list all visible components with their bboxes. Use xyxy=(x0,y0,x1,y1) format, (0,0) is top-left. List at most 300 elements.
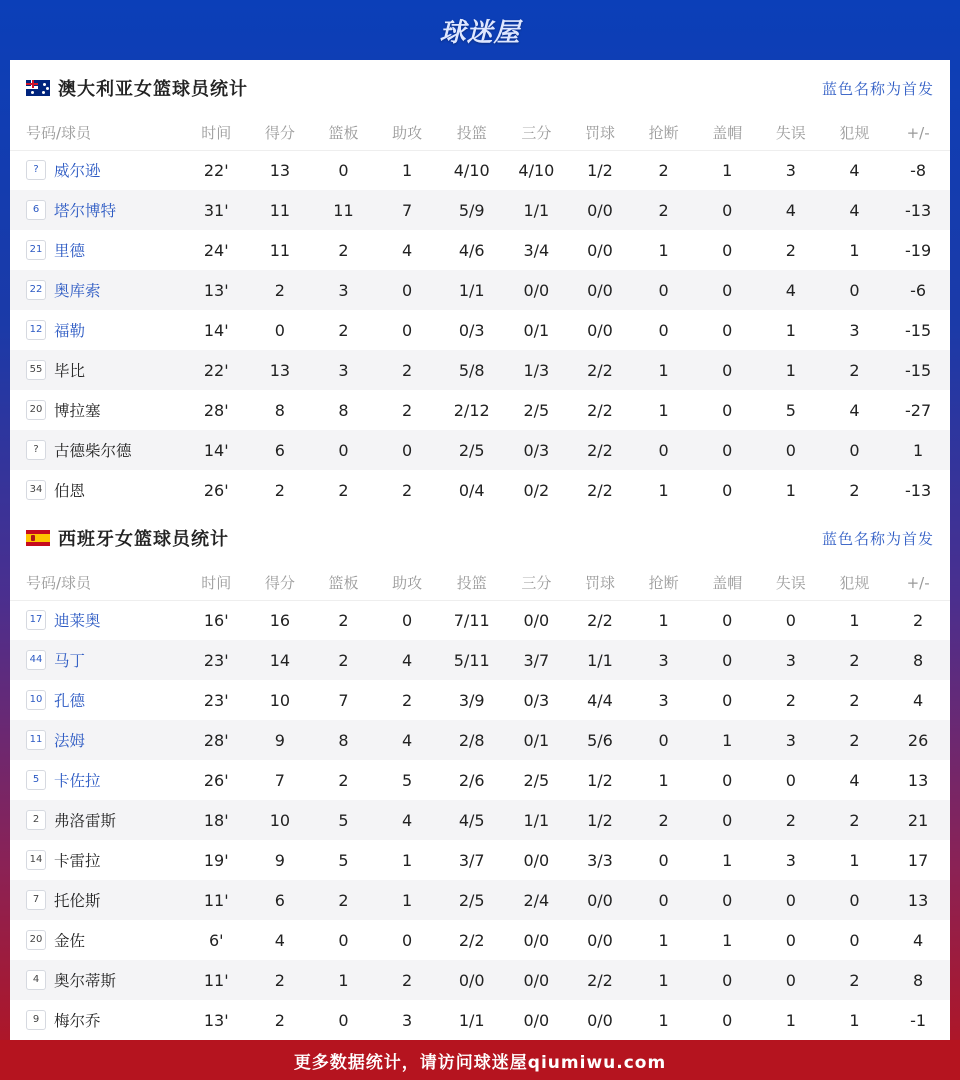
stat-cell: 1 xyxy=(632,230,696,270)
player-name: 卡雷拉 xyxy=(54,852,101,870)
player-name[interactable]: 卡佐拉 xyxy=(54,772,101,790)
table-row xyxy=(10,800,950,840)
stat-cell: 4 xyxy=(886,680,950,720)
stat-cell: 4 xyxy=(823,760,887,800)
stat-cell: 0 xyxy=(312,150,376,190)
player-cell xyxy=(10,920,184,960)
stat-cell: 4 xyxy=(886,920,950,960)
table-row xyxy=(10,1000,950,1040)
stat-cell: 7 xyxy=(248,760,312,800)
jersey-number: 44 xyxy=(26,650,46,670)
stat-cell: 0/0 xyxy=(505,960,569,1000)
jersey-number: 10 xyxy=(26,690,46,710)
player-cell xyxy=(10,880,184,920)
stat-cell: 11 xyxy=(248,190,312,230)
stat-cell: 0 xyxy=(375,920,439,960)
stat-cell: 2/12 xyxy=(439,390,505,430)
stat-cell: 3 xyxy=(312,350,376,390)
stat-cell: 0/3 xyxy=(439,310,505,350)
table-row xyxy=(10,640,950,680)
stat-cell: 2 xyxy=(823,680,887,720)
column-header: 篮板 xyxy=(328,124,359,143)
stat-cell: 5 xyxy=(375,760,439,800)
stat-cell: 4 xyxy=(759,270,823,310)
stat-cell: 0 xyxy=(695,760,759,800)
stat-cell: -27 xyxy=(886,390,950,430)
stat-cell: 7 xyxy=(375,190,439,230)
stat-cell: 2/6 xyxy=(439,760,505,800)
stat-cell: 22' xyxy=(184,150,248,190)
stat-cell: 0/0 xyxy=(568,920,632,960)
stat-cell: 0/0 xyxy=(568,190,632,230)
stat-cell: 5/11 xyxy=(439,640,505,680)
stat-cell: 1 xyxy=(632,390,696,430)
stat-cell: 16' xyxy=(184,600,248,640)
stat-cell: 5 xyxy=(312,800,376,840)
stat-cell: 2 xyxy=(375,960,439,1000)
player-name: 博拉塞 xyxy=(54,402,101,420)
stat-cell: -19 xyxy=(886,230,950,270)
stat-cell: 0 xyxy=(632,840,696,880)
stat-cell: 2 xyxy=(375,470,439,510)
stat-cell: 2 xyxy=(312,760,376,800)
stat-cell: 1 xyxy=(632,350,696,390)
stat-cell: 2 xyxy=(759,800,823,840)
stat-cell: 1 xyxy=(312,960,376,1000)
stat-cell: 0/0 xyxy=(568,310,632,350)
stat-cell: 0 xyxy=(823,920,887,960)
stat-cell: 2 xyxy=(632,800,696,840)
stat-cell: 11 xyxy=(248,230,312,270)
stat-cell: 2 xyxy=(312,310,376,350)
stat-cell: 4/4 xyxy=(568,680,632,720)
stat-cell: 0 xyxy=(695,470,759,510)
stat-cell: 7 xyxy=(312,680,376,720)
player-name[interactable]: 马丁 xyxy=(54,652,86,670)
stat-cell: 0/4 xyxy=(439,470,505,510)
stat-cell: 24' xyxy=(184,230,248,270)
header-row xyxy=(10,566,950,600)
stat-cell: 3/4 xyxy=(505,230,569,270)
team-sections xyxy=(10,60,950,1040)
stat-cell: 2/2 xyxy=(568,430,632,470)
section-header xyxy=(10,510,950,566)
stat-cell: 2 xyxy=(248,470,312,510)
jersey-number: 22 xyxy=(26,280,46,300)
stat-cell: 3 xyxy=(375,1000,439,1040)
stat-cell: 1/1 xyxy=(439,270,505,310)
stat-cell: 0/0 xyxy=(505,920,569,960)
column-header: 号码/球员 xyxy=(26,574,92,593)
starter-legend: 蓝色名称为首发 xyxy=(821,529,934,548)
player-name: 伯恩 xyxy=(54,482,86,500)
table-row xyxy=(10,230,950,270)
footer-link-text[interactable]: 更多数据统计，请访问球迷屋qiumiwu.com xyxy=(293,1052,667,1073)
stat-cell: 2/5 xyxy=(439,430,505,470)
player-cell xyxy=(10,600,184,640)
stat-cell: 8 xyxy=(886,960,950,1000)
jersey-number: ? xyxy=(26,440,46,460)
column-header: 号码/球员 xyxy=(26,124,92,143)
stat-cell: 2 xyxy=(248,1000,312,1040)
player-name: 弗洛雷斯 xyxy=(54,812,117,830)
column-header: 篮板 xyxy=(328,574,359,593)
stat-cell: 0 xyxy=(375,310,439,350)
stat-cell: 11 xyxy=(312,190,376,230)
stats-table xyxy=(10,566,950,1040)
player-name: 金佐 xyxy=(54,932,86,950)
stat-cell: 2/2 xyxy=(568,960,632,1000)
player-name: 托伦斯 xyxy=(54,892,101,910)
stat-cell: 3 xyxy=(632,680,696,720)
table-row xyxy=(10,880,950,920)
jersey-number: 20 xyxy=(26,930,46,950)
player-cell xyxy=(10,350,184,390)
stat-cell: 0/0 xyxy=(568,1000,632,1040)
stat-cell: 3 xyxy=(312,270,376,310)
stat-cell: 5/9 xyxy=(439,190,505,230)
brand-logo: 球迷屋 xyxy=(439,17,521,48)
table-row xyxy=(10,390,950,430)
stat-cell: 8 xyxy=(312,390,376,430)
stat-cell: 0 xyxy=(632,720,696,760)
stat-cell: 0 xyxy=(375,430,439,470)
stat-cell: 31' xyxy=(184,190,248,230)
player-name: 毕比 xyxy=(54,362,86,380)
jersey-number: 17 xyxy=(26,610,46,630)
stat-cell: 3 xyxy=(759,640,823,680)
column-header: 抢断 xyxy=(648,574,679,593)
player-name[interactable]: 威尔逊 xyxy=(54,162,101,181)
stat-cell: 4 xyxy=(759,190,823,230)
stat-cell: 13 xyxy=(248,150,312,190)
stat-cell: 1 xyxy=(695,920,759,960)
stat-cell: 0 xyxy=(695,310,759,350)
stat-cell: 0 xyxy=(248,310,312,350)
stat-cell: 2 xyxy=(759,680,823,720)
section-title-wrap xyxy=(26,75,248,101)
stat-cell: 4 xyxy=(375,640,439,680)
player-name: 古德柴尔德 xyxy=(54,442,132,460)
stat-cell: 4 xyxy=(375,720,439,760)
stat-cell: 1/1 xyxy=(505,800,569,840)
stat-cell: 5/8 xyxy=(439,350,505,390)
stat-cell: 0/3 xyxy=(505,430,569,470)
stat-cell: 1 xyxy=(759,470,823,510)
stat-cell: 0 xyxy=(695,190,759,230)
stat-cell: 0/0 xyxy=(505,840,569,880)
stat-cell: 1 xyxy=(375,840,439,880)
jersey-number: 7 xyxy=(26,890,46,910)
stat-cell: -1 xyxy=(886,1000,950,1040)
column-header: 犯规 xyxy=(839,574,870,593)
table-row xyxy=(10,720,950,760)
stat-cell: 1/2 xyxy=(568,800,632,840)
stat-cell: 2 xyxy=(823,720,887,760)
table-row xyxy=(10,150,950,190)
jersey-number: 5 xyxy=(26,770,46,790)
stat-cell: 2/8 xyxy=(439,720,505,760)
stat-cell: -15 xyxy=(886,310,950,350)
stat-cell: 8 xyxy=(886,640,950,680)
stat-cell: 2/2 xyxy=(568,390,632,430)
player-name[interactable]: 法姆 xyxy=(54,732,86,750)
table-row xyxy=(10,310,950,350)
stat-cell: 0/0 xyxy=(568,230,632,270)
stat-cell: 0/1 xyxy=(505,720,569,760)
stat-cell: 0 xyxy=(695,230,759,270)
stat-cell: 13 xyxy=(886,880,950,920)
stat-cell: 2 xyxy=(823,350,887,390)
stat-cell: 23' xyxy=(184,680,248,720)
stat-cell: 1 xyxy=(632,600,696,640)
stat-cell: 2 xyxy=(312,640,376,680)
stat-cell: 3 xyxy=(823,310,887,350)
player-cell xyxy=(10,150,184,190)
stat-cell: 0 xyxy=(759,960,823,1000)
player-name[interactable]: 奥库索 xyxy=(54,282,101,300)
jersey-number: 12 xyxy=(26,320,46,340)
stat-cell: 0 xyxy=(695,1000,759,1040)
team-section xyxy=(10,510,950,1040)
stat-cell: 1/3 xyxy=(505,350,569,390)
jersey-number: 34 xyxy=(26,480,46,500)
stat-cell: 0 xyxy=(375,270,439,310)
jersey-number: 21 xyxy=(26,240,46,260)
jersey-number: 14 xyxy=(26,850,46,870)
stat-cell: 4 xyxy=(375,230,439,270)
stat-cell: 3 xyxy=(759,840,823,880)
column-header: 三分 xyxy=(521,124,552,143)
stat-cell: 2 xyxy=(312,600,376,640)
stat-cell: 0/2 xyxy=(505,470,569,510)
column-header: 时间 xyxy=(201,574,232,593)
stat-cell: -6 xyxy=(886,270,950,310)
stat-cell: 4 xyxy=(823,150,887,190)
stat-cell: 1/1 xyxy=(439,1000,505,1040)
stat-cell: 2 xyxy=(632,150,696,190)
stat-cell: 4/10 xyxy=(505,150,569,190)
player-cell xyxy=(10,190,184,230)
column-header: 助攻 xyxy=(392,574,423,593)
stat-cell: 4 xyxy=(823,390,887,430)
table-row xyxy=(10,470,950,510)
starter-legend: 蓝色名称为首发 xyxy=(821,79,934,98)
stat-cell: 19' xyxy=(184,840,248,880)
stat-cell: 4 xyxy=(823,190,887,230)
stat-cell: 11' xyxy=(184,880,248,920)
player-cell xyxy=(10,390,184,430)
brand-header xyxy=(0,0,960,60)
player-cell xyxy=(10,720,184,760)
player-cell xyxy=(10,310,184,350)
stat-cell: 3/7 xyxy=(439,840,505,880)
stat-cell: 1/1 xyxy=(505,190,569,230)
stat-cell: 1 xyxy=(886,430,950,470)
stat-cell: 14' xyxy=(184,430,248,470)
stat-cell: 1 xyxy=(759,310,823,350)
stat-cell: -13 xyxy=(886,470,950,510)
jersey-number: 4 xyxy=(26,970,46,990)
stat-cell: 1 xyxy=(695,150,759,190)
stat-cell: 0 xyxy=(759,880,823,920)
stat-cell: 0 xyxy=(632,880,696,920)
player-name[interactable]: 孔德 xyxy=(54,692,86,710)
stat-cell: 14 xyxy=(248,640,312,680)
stat-cell: 17 xyxy=(886,840,950,880)
column-header: 盖帽 xyxy=(712,124,743,143)
player-cell xyxy=(10,230,184,270)
stat-cell: 0 xyxy=(312,1000,376,1040)
stat-cell: 0 xyxy=(759,920,823,960)
stat-cell: 5/6 xyxy=(568,720,632,760)
stat-cell: 5 xyxy=(312,840,376,880)
stat-cell: 0/0 xyxy=(439,960,505,1000)
stat-cell: 2/2 xyxy=(568,470,632,510)
stat-cell: 2/4 xyxy=(505,880,569,920)
jersey-number: 2 xyxy=(26,810,46,830)
player-cell xyxy=(10,800,184,840)
stat-cell: 1 xyxy=(632,470,696,510)
table-row xyxy=(10,270,950,310)
stat-cell: 0 xyxy=(632,310,696,350)
column-header: 三分 xyxy=(521,574,552,593)
column-header: 罚球 xyxy=(584,574,615,593)
stat-cell: 1 xyxy=(632,920,696,960)
table-row xyxy=(10,350,950,390)
stat-cell: 0/0 xyxy=(505,270,569,310)
stat-cell: 0/0 xyxy=(568,880,632,920)
stat-cell: 26' xyxy=(184,760,248,800)
stat-cell: 2 xyxy=(823,470,887,510)
table-row xyxy=(10,600,950,640)
stat-cell: 4 xyxy=(375,800,439,840)
stat-cell: 1 xyxy=(632,960,696,1000)
header-row xyxy=(10,116,950,150)
stat-cell: 0 xyxy=(695,390,759,430)
stat-cell: 1 xyxy=(823,230,887,270)
stat-cell: 8 xyxy=(312,720,376,760)
stat-cell: 0 xyxy=(695,270,759,310)
stat-cell: 3/7 xyxy=(505,640,569,680)
jersey-number: 9 xyxy=(26,1010,46,1030)
stat-cell: 1 xyxy=(823,600,887,640)
table-row xyxy=(10,920,950,960)
player-cell xyxy=(10,1000,184,1040)
stat-cell: 2 xyxy=(632,190,696,230)
stat-cell: 14' xyxy=(184,310,248,350)
player-cell xyxy=(10,270,184,310)
stat-cell: 0 xyxy=(823,880,887,920)
table-row xyxy=(10,840,950,880)
player-name[interactable]: 迪莱奥 xyxy=(54,612,101,631)
column-header: 助攻 xyxy=(392,124,423,143)
jersey-number: ? xyxy=(26,160,46,180)
stat-cell: 4/6 xyxy=(439,230,505,270)
section-header xyxy=(10,60,950,116)
stat-cell: 0 xyxy=(695,960,759,1000)
player-cell xyxy=(10,840,184,880)
stat-cell: 0 xyxy=(823,430,887,470)
stat-cell: 3 xyxy=(759,150,823,190)
stat-cell: 0 xyxy=(632,430,696,470)
stat-cell: 4 xyxy=(248,920,312,960)
stat-cell: 1/1 xyxy=(568,640,632,680)
column-header: +/- xyxy=(906,123,930,142)
stat-cell: 1/2 xyxy=(568,150,632,190)
stat-cell: 1 xyxy=(632,1000,696,1040)
stat-cell: 9 xyxy=(248,720,312,760)
stat-cell: 0/1 xyxy=(505,310,569,350)
stat-cell: 6' xyxy=(184,920,248,960)
jersey-number: 20 xyxy=(26,400,46,420)
column-header: +/- xyxy=(906,573,930,592)
column-header: 失误 xyxy=(775,124,806,143)
stat-cell: 2 xyxy=(248,270,312,310)
stat-cell: 3/9 xyxy=(439,680,505,720)
stat-cell: 2 xyxy=(312,230,376,270)
stat-cell: 0 xyxy=(695,680,759,720)
stat-cell: 2/5 xyxy=(505,390,569,430)
table-row xyxy=(10,680,950,720)
stats-card xyxy=(10,60,950,1040)
player-name: 梅尔乔 xyxy=(54,1012,101,1030)
stat-cell: 10 xyxy=(248,680,312,720)
column-header: 投篮 xyxy=(456,574,487,593)
stat-cell: 26 xyxy=(886,720,950,760)
stat-cell: 7/11 xyxy=(439,600,505,640)
player-name: 奥尔蒂斯 xyxy=(54,972,117,990)
stat-cell: 2 xyxy=(886,600,950,640)
stat-cell: 1 xyxy=(695,720,759,760)
player-name[interactable]: 里德 xyxy=(54,242,86,260)
stat-cell: 0 xyxy=(759,430,823,470)
spain-flag-icon xyxy=(26,530,50,546)
player-name[interactable]: 福勒 xyxy=(54,322,86,340)
footer-banner[interactable] xyxy=(0,1040,960,1080)
table-row xyxy=(10,430,950,470)
stat-cell: 0 xyxy=(823,270,887,310)
stat-cell: 1 xyxy=(823,1000,887,1040)
stat-cell: 0/0 xyxy=(505,1000,569,1040)
stat-cell: 2 xyxy=(823,800,887,840)
column-header: 犯规 xyxy=(839,124,870,143)
stat-cell: -8 xyxy=(886,150,950,190)
stat-cell: 6 xyxy=(248,880,312,920)
stat-cell: 9 xyxy=(248,840,312,880)
player-cell xyxy=(10,470,184,510)
player-cell xyxy=(10,680,184,720)
stat-cell: 0/0 xyxy=(505,600,569,640)
section-title-wrap xyxy=(26,525,229,551)
stat-cell: 1 xyxy=(759,1000,823,1040)
stat-cell: 0 xyxy=(759,600,823,640)
table-row xyxy=(10,760,950,800)
column-header: 盖帽 xyxy=(712,574,743,593)
stat-cell: 13 xyxy=(886,760,950,800)
stat-cell: 2/2 xyxy=(568,600,632,640)
stat-cell: 2 xyxy=(312,470,376,510)
jersey-number: 6 xyxy=(26,200,46,220)
player-name[interactable]: 塔尔博特 xyxy=(54,202,117,220)
jersey-number: 55 xyxy=(26,360,46,380)
stat-cell: 21 xyxy=(886,800,950,840)
stat-cell: 13' xyxy=(184,270,248,310)
stat-cell: 11' xyxy=(184,960,248,1000)
stat-cell: 22' xyxy=(184,350,248,390)
stat-cell: 1 xyxy=(695,840,759,880)
table-row xyxy=(10,960,950,1000)
